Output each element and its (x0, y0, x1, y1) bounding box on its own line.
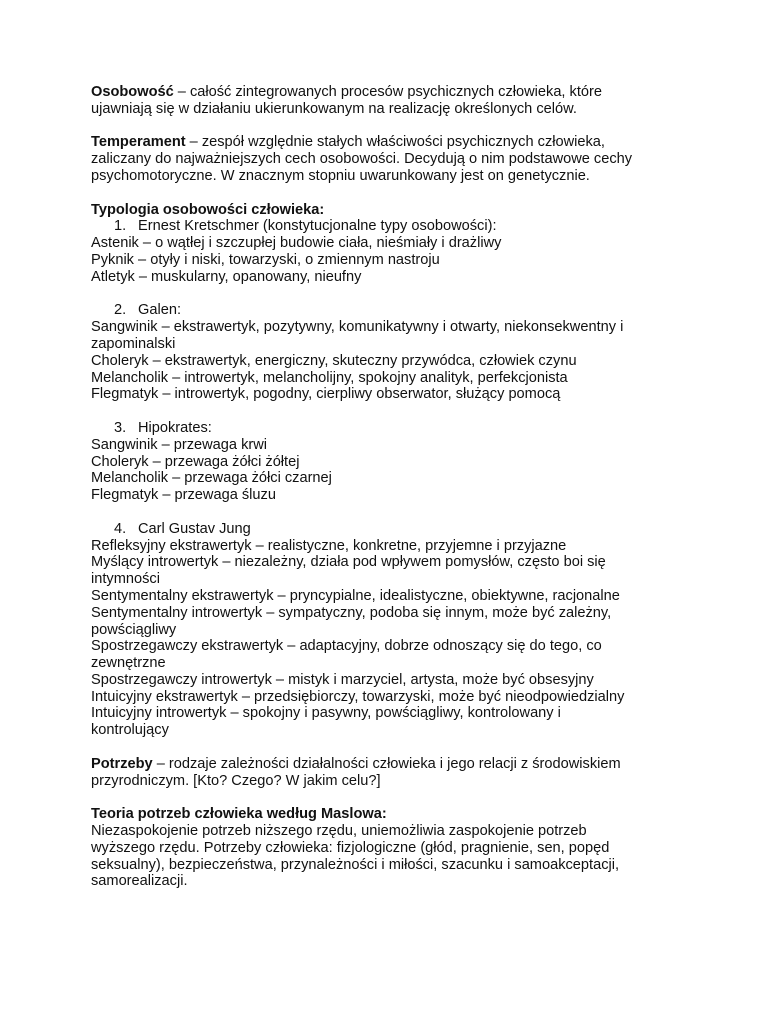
section-galen (91, 302, 691, 403)
list-line: Intuicyjny introwertyk – spokojny i pasywny, powściągliwy, kontrolowany i (91, 705, 561, 722)
section-heading-maslow: Teoria potrzeb człowieka według Maslowa: (91, 806, 387, 823)
list-line: Sentymentalny ekstrawertyk – pryncypialne, idealistyczne, obiektywne, racjonalne (91, 587, 620, 604)
term-osobowosc: Osobowość (91, 84, 174, 100)
body-line: Niezaspokojenie potrzeb niższego rzędu, uniemożliwia zaspokojenie potrzeb (91, 823, 587, 840)
body-line: seksualny), bezpieczeństwa, przynależności i miłości, szacunku i samoakceptacji, (91, 856, 620, 873)
list-line: powściągliwy (91, 621, 177, 638)
paragraph-osobowosc (91, 84, 691, 118)
list-item-hipokrates: 3. Hipokrates: (114, 419, 212, 436)
section-hipokrates (91, 420, 691, 504)
list-line: kontrolujący (91, 722, 169, 739)
section-maslow (91, 806, 691, 890)
list-item-jung: 4. Carl Gustav Jung (114, 520, 251, 537)
definition-line: – całość zintegrowanych procesów psychicznych człowieka, które (173, 84, 602, 100)
definition-line: – zespół względnie stałych właściwości psychicznych człowieka, (185, 134, 605, 151)
paragraph-potrzeby (91, 756, 691, 790)
list-line: Refleksyjny ekstrawertyk – realistyczne, konkretne, przyjemne i przyjazne (91, 537, 567, 554)
definition-line: psychomotoryczne. W znacznym stopniu uwarunkowany jest on genetycznie. (91, 167, 590, 184)
list-item-galen: 2. Galen: (114, 302, 181, 319)
definition-line: przyrodniczym. [Kto? Czego? W jakim celu?] (91, 772, 381, 789)
term-temperament: Temperament (91, 134, 186, 151)
section-jung (91, 521, 691, 739)
list-line: Melancholik – przewaga żółci czarnej (91, 470, 332, 487)
list-line: Astenik – o wątłej i szczupłej budowie ciała, nieśmiały i drażliwy (91, 235, 502, 252)
term-potrzeby: Potrzeby (91, 755, 153, 772)
list-line: Choleryk – ekstrawertyk, energiczny, skuteczny przywódca, człowiek czynu (91, 352, 577, 369)
list-line: Pyknik – otyły i niski, towarzyski, o zmiennym nastroju (91, 251, 440, 268)
section-heading-typologia: Typologia osobowości człowieka: (91, 201, 325, 218)
document-page (91, 84, 691, 890)
list-line: Sentymentalny introwertyk – sympatyczny, podoba się innym, może być zależny, (91, 604, 612, 621)
definition-line: – rodzaje zależności działalności człowieka i jego relacji z środowiskiem (152, 755, 621, 772)
list-line: Sangwinik – ekstrawertyk, pozytywny, komunikatywny i otwarty, niekonsekwentny i (91, 319, 624, 336)
list-line: Flegmatyk – przewaga śluzu (91, 487, 276, 504)
list-line: Flegmatyk – introwertyk, pogodny, cierpliwy obserwator, służący pomocą (91, 386, 561, 403)
list-line: Choleryk – przewaga żółci żółtej (91, 453, 300, 470)
section-typologia (91, 202, 691, 286)
paragraph-temperament (91, 134, 691, 184)
list-line: Melancholik – introwertyk, melancholijny, spokojny analityk, perfekcjonista (91, 369, 568, 386)
list-line: Atletyk – muskularny, opanowany, nieufny (91, 268, 362, 285)
list-line: Sangwinik – przewaga krwi (91, 436, 268, 453)
definition-line: ujawniają się w działaniu ukierunkowanym na realizację określonych celów. (91, 100, 577, 117)
definition-line: zaliczany do najważniejszych cech osobowości. Decydują o nim podstawowe cechy (91, 151, 633, 168)
list-line: Myślący introwertyk – niezależny, działa pod wpływem pomysłów, często boi się (91, 554, 606, 571)
list-line: Spostrzegawczy introwertyk – mistyk i marzyciel, artysta, może być obsesyjny (91, 671, 594, 688)
list-line: Spostrzegawczy ekstrawertyk – adaptacyjny, dobrze odnoszący się do tego, co (91, 638, 602, 655)
body-line: samorealizacji. (91, 873, 188, 890)
list-item-kretschmer: 1. Ernest Kretschmer (konstytucjonalne typy osobowości): (114, 218, 497, 235)
list-line: intymności (91, 571, 160, 588)
list-line: zapominalski (91, 335, 176, 352)
body-line: wyższego rzędu. Potrzeby człowieka: fizjologiczne (głód, pragnienie, sen, popęd (91, 839, 610, 856)
list-line: zewnętrzne (91, 655, 166, 672)
list-line: Intuicyjny ekstrawertyk – przedsiębiorczy, towarzyski, może być nieodpowiedzialny (91, 688, 625, 705)
